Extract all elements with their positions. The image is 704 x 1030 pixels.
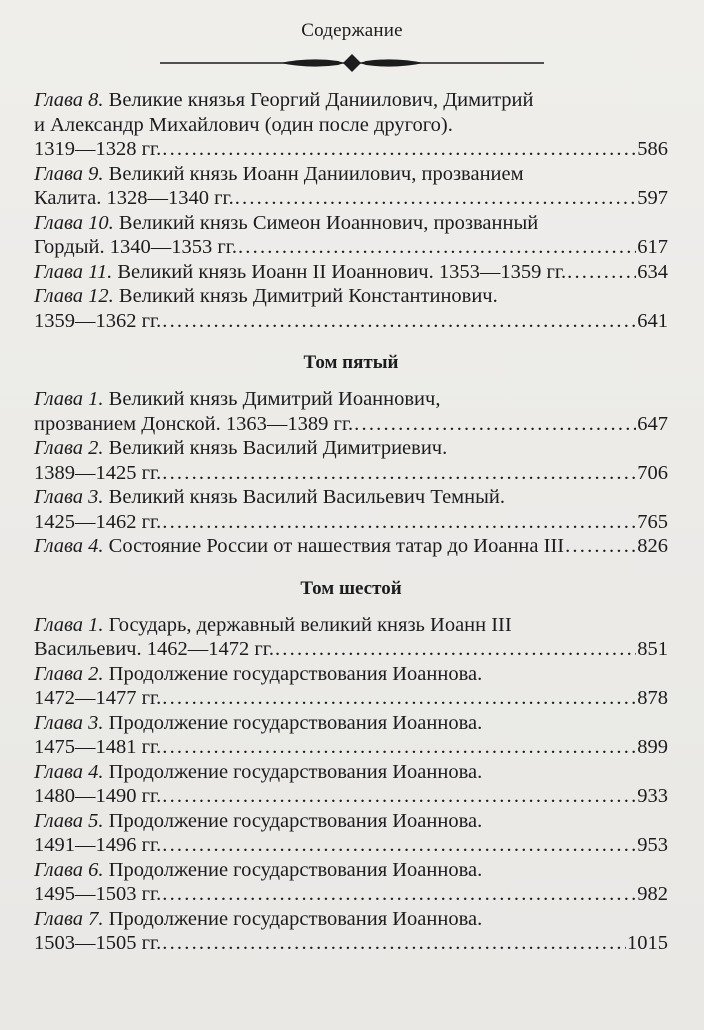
entry-page-row: [34, 309, 668, 334]
entry-title-text: Государь, державный великий князь Иоанн III: [108, 613, 512, 636]
entry-text-line: [34, 907, 668, 932]
chapter-label: Глава 2.: [34, 662, 104, 685]
toc-entry[interactable]: [34, 760, 668, 809]
entry-page-row: [34, 186, 668, 211]
entry-text-line: [34, 809, 668, 834]
entry-title-text: Продолжение государствования Иоаннова.: [108, 760, 483, 783]
entry-title-text: Продолжение государствования Иоаннова.: [108, 907, 483, 930]
entry-last-text: Великий князь Иоанн II Иоаннович. 1353—1359 гг.: [117, 260, 567, 283]
page-number: 586: [637, 138, 668, 160]
dot-leader: [235, 186, 637, 211]
page-number: 851: [637, 638, 668, 660]
chapter-label: Глава 3.: [34, 711, 104, 734]
chapter-label: Глава 4.: [34, 535, 104, 557]
entry-text-line: [34, 436, 668, 461]
entry-title-text: Великий князь Димитрий Константинович.: [118, 285, 498, 307]
page-number: 953: [637, 834, 668, 856]
toc-entry[interactable]: [34, 907, 668, 956]
entry-page-row: [34, 534, 668, 559]
entry-text-line: [34, 211, 668, 236]
page-number: 1015: [627, 932, 668, 954]
page-number: 933: [637, 785, 668, 807]
entry-last-text: 1503—1505 гг.: [34, 932, 162, 954]
entry-last-text: 1319—1328 гг.: [34, 138, 162, 160]
dot-leader: [162, 510, 636, 535]
toc-entry[interactable]: [34, 662, 668, 711]
toc-entry[interactable]: [34, 534, 668, 559]
entry-page-row: [34, 461, 668, 486]
entry-page-row: [34, 882, 668, 907]
entry-last-text: прозванием Донской. 1363—1389 гг.: [34, 412, 354, 435]
chapter-label: Глава 6.: [34, 858, 104, 881]
chapter-label: Глава 9.: [34, 162, 104, 185]
entry-last-text: 1425—1462 гг.: [34, 510, 162, 533]
dot-leader: [162, 735, 636, 760]
dot-leader: [162, 931, 626, 956]
entry-title-text: Великий князь Симеон Иоаннович, прозванный: [118, 211, 539, 234]
entry-title-text: Продолжение государствования Иоаннова.: [108, 809, 483, 832]
chapter-label: Глава 10.: [34, 211, 114, 234]
chapter-label: Глава 3.: [34, 486, 104, 508]
toc-entry[interactable]: [34, 88, 668, 162]
entry-page-row: [34, 235, 668, 260]
toc-entry[interactable]: [34, 260, 668, 285]
table-of-contents: [34, 88, 668, 956]
page-number: 597: [637, 187, 668, 209]
chapter-label: Глава 8.: [34, 89, 104, 111]
dot-leader: [275, 637, 636, 662]
page-number: 634: [637, 260, 668, 283]
entry-last-text: 1389—1425 гг.: [34, 461, 162, 484]
dot-leader: [354, 412, 636, 437]
entry-text-line: [34, 711, 668, 736]
entry-page-row: [34, 637, 668, 662]
entry-text-line: [34, 760, 668, 785]
entry-title-text: Великие князья Георгий Даниилович, Димитрий: [108, 89, 534, 111]
entry-text-line: [34, 162, 668, 187]
entry-text-line: [34, 662, 668, 687]
entry-text-line: [34, 88, 668, 113]
toc-entry[interactable]: [34, 284, 668, 333]
chapter-label: Глава 12.: [34, 285, 114, 307]
entry-title-text: и Александр Михайлович (один после другого).: [34, 113, 453, 136]
entry-page-row: [34, 137, 668, 162]
page-number: 641: [637, 309, 668, 332]
entry-last-text: 1491—1496 гг.: [34, 834, 162, 856]
entry-page-row: [34, 510, 668, 535]
entry-text-line: [34, 284, 668, 309]
page-number: 826: [637, 535, 668, 557]
chapter-label: Глава 7.: [34, 907, 104, 930]
page-number: 617: [637, 236, 668, 258]
chapter-label: Глава 2.: [34, 437, 104, 459]
page-number: 878: [637, 687, 668, 709]
entry-last-text: 1472—1477 гг.: [34, 687, 162, 709]
entry-title-text: Великий князь Василий Васильевич Темный.: [108, 486, 505, 508]
entry-text-line: [34, 613, 668, 638]
entry-text-line: [34, 387, 668, 412]
entry-title-text: Великий князь Василий Димитриевич.: [108, 437, 448, 459]
entry-page-row: [34, 686, 668, 711]
toc-entry[interactable]: [34, 613, 668, 662]
entry-text-line: [34, 113, 668, 138]
entry-last-text: 1480—1490 гг.: [34, 785, 162, 807]
dot-leader: [162, 137, 636, 162]
entry-page-row: [34, 735, 668, 760]
entry-page-row: [34, 260, 668, 285]
toc-entry[interactable]: [34, 436, 668, 485]
ornament-divider-icon: [160, 52, 544, 74]
entry-title-text: Продолжение государствования Иоаннова.: [108, 858, 483, 881]
dot-leader: [162, 686, 636, 711]
chapter-label: Глава 11.: [34, 260, 113, 283]
entry-page-row: [34, 931, 668, 956]
entry-title-text: Великий князь Иоанн Даниилович, прозванием: [108, 162, 524, 185]
entry-last-text: Гордый. 1340—1353 гг.: [34, 236, 237, 258]
toc-entry[interactable]: [34, 211, 668, 260]
entry-page-row: [34, 784, 668, 809]
page-number: 647: [637, 412, 668, 435]
chapter-label: Глава 1.: [34, 613, 104, 636]
toc-entry[interactable]: [34, 809, 668, 858]
page-number: 899: [637, 736, 668, 758]
entry-page-row: [34, 412, 668, 437]
section-title: Том пятый: [303, 352, 399, 373]
entry-title-text: Великий князь Димитрий Иоаннович,: [108, 388, 441, 410]
entry-last-text: 1495—1503 гг.: [34, 883, 162, 905]
dot-leader: [162, 309, 636, 334]
entry-page-row: [34, 833, 668, 858]
chapter-label: Глава 5.: [34, 809, 104, 832]
dot-leader: [565, 534, 636, 559]
dot-leader: [162, 882, 636, 907]
dot-leader: [162, 833, 636, 858]
entry-title-text: Продолжение государствования Иоаннова.: [108, 711, 483, 734]
toc-entry[interactable]: [34, 162, 668, 211]
dot-leader: [162, 461, 636, 486]
toc-entry[interactable]: [34, 858, 668, 907]
entry-text-line: [34, 858, 668, 883]
dot-leader: [162, 784, 636, 809]
page-number: 765: [637, 510, 668, 533]
toc-entry[interactable]: [34, 485, 668, 534]
page-number: 982: [637, 883, 668, 905]
dot-leader: [238, 235, 636, 260]
section-title: Том шестой: [300, 577, 402, 599]
page-header: Содержание: [301, 20, 403, 41]
entry-last-text: Калита. 1328—1340 гг.: [34, 187, 234, 209]
entry-last-text: 1359—1362 гг.: [34, 309, 162, 332]
entry-last-text: Состояние России от нашествия татар до Иоанна III: [108, 535, 565, 557]
entry-title-text: Продолжение государствования Иоаннова.: [108, 662, 483, 685]
toc-entry[interactable]: [34, 711, 668, 760]
chapter-label: Глава 1.: [34, 388, 104, 410]
page-number: 706: [637, 461, 668, 484]
entry-last-text: Васильевич. 1462—1472 гг.: [34, 638, 274, 660]
entry-text-line: [34, 485, 668, 510]
dot-leader: [567, 260, 636, 285]
chapter-label: Глава 4.: [34, 760, 104, 783]
entry-last-text: 1475—1481 гг.: [34, 736, 162, 758]
toc-entry[interactable]: [34, 387, 668, 436]
